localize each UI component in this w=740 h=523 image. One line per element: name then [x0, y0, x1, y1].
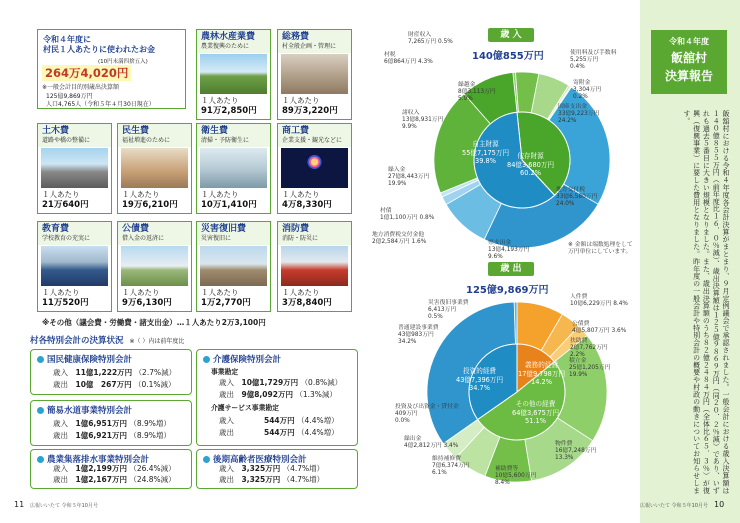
- koki-exp: [219, 475, 324, 485]
- expense-card-sub: 農業復興のために: [201, 43, 250, 50]
- expense-card-photo: [281, 54, 348, 94]
- suido-exp: [53, 431, 171, 441]
- expense-card-photo: [41, 246, 108, 286]
- expense-card-caption-label: １人あたり: [122, 190, 160, 199]
- kokuho-rev-value: 11億1,222万円: [75, 368, 133, 377]
- kaigo-section: [196, 349, 358, 446]
- kokuho-title: 国民健康保険特別会計: [37, 353, 132, 365]
- chart-label: 物件費 16億7,248万円 13.3%: [555, 441, 597, 461]
- expense-card: [196, 29, 271, 120]
- expense-card-header: [278, 222, 351, 245]
- kaigo-rev1-label: 歳入: [219, 378, 234, 387]
- expense-card-amount: 4万8,330円: [282, 199, 332, 210]
- right-page-number: 10: [714, 500, 725, 509]
- expense-card-title: 衛生費: [201, 126, 229, 136]
- chart-label: 寄附金 3,304万円 0.2%: [573, 80, 602, 100]
- haisui-exp-label: 歳出: [53, 475, 68, 484]
- koki-title: 後期高齢者医療特別会計: [203, 453, 307, 465]
- kaigo-exp1-pct: （1.3%減）: [295, 390, 337, 399]
- kaigo-rev2-label: 歳入: [219, 416, 234, 425]
- report-title-year: 令和４年度: [669, 37, 709, 46]
- expense-card-title: 総務費: [282, 32, 310, 42]
- suido-exp-label: 歳出: [53, 431, 68, 440]
- chart-label: 地方交付税 33億6,580万円 24.0%: [556, 187, 598, 207]
- expense-card-header: [118, 222, 191, 245]
- expense-card: [37, 123, 112, 214]
- expense-card-title: 農林水産業費: [201, 32, 256, 42]
- koki-rev-label: 歳入: [219, 464, 234, 473]
- expense-card-caption-label: １人あたり: [42, 190, 80, 199]
- suido-section: [30, 400, 192, 446]
- chart-label: 災害復旧事業費 6,413万円 0.5%: [428, 300, 469, 320]
- expense-card-title: 商工費: [282, 126, 310, 136]
- revenue-total: 140億855万円: [472, 51, 544, 62]
- other-expenses: ※その他（議会費・労働費・諸支出金）…１人あたり2万3,100円: [42, 318, 266, 327]
- kokuho-exp-pct: （0.1%減）: [133, 380, 176, 389]
- report-title-village: 飯舘村: [670, 51, 707, 65]
- expense-card-caption: [42, 288, 89, 308]
- haisui-title: 農業集落排水事業特別会計: [37, 453, 149, 465]
- chart-label: 人件費 10億6,229万円 8.4%: [570, 294, 628, 307]
- expense-card-photo: [200, 54, 267, 94]
- suido-rev-pct: （8.9%増）: [129, 419, 171, 428]
- expense-card-sub: 借入金の返済に: [122, 235, 165, 242]
- kaigo-rev2-value: 544万円: [264, 416, 295, 425]
- haisui-rev-pct: （26.4%減）: [129, 464, 176, 473]
- expense-card-caption: [122, 288, 172, 308]
- kaigo-exp1-label: 歳出: [219, 390, 234, 399]
- kaigo-rev1-pct: （0.8%減）: [300, 378, 343, 387]
- suido-rev-label: 歳入: [53, 419, 68, 428]
- expense-card: [37, 221, 112, 312]
- left-page-number: 11: [14, 500, 25, 509]
- kaigo-exp2-pct: （4.4%増）: [297, 428, 339, 437]
- chart-label: 繰越金 8億3,113万円 5.9%: [458, 82, 496, 102]
- revenue-label: 歳 入: [488, 28, 534, 42]
- expense-card-header: [118, 124, 191, 147]
- expense-card: [117, 221, 192, 312]
- expense-card-sub: 村全般企画・管理に: [282, 43, 337, 50]
- kaigo-rev1: [219, 378, 342, 388]
- expense-card-photo: [281, 246, 348, 286]
- kaigo-group2: 介護サービス事業勘定: [211, 404, 279, 412]
- chart-label: 投資及び出資金・貸付金 409万円 0.0%: [395, 404, 459, 424]
- report-body: 飯舘村における令和４年度各会計決算がまとまり、９月定例議会で承認されました。一般会計における歳入決算額は１４０億８５５万円（前年度比１６．０％減）、歳出決算額は１２５億９８６９万円（同２０．２％減）であり、いずれも過去５番目に大きい規模となりました。また、歳出決算額のうち８２億２４８４万円（全体比６５．３％）が復興（復興事業）に要した費用となりました。昨年度の一般会計や特別会計の概要や村政の動きについてお知らせします。: [682, 110, 730, 494]
- kokuho-exp-label: 歳出: [53, 380, 68, 389]
- kokuho-exp: [53, 380, 176, 390]
- suido-exp-value: 1億6,921万円: [75, 431, 127, 440]
- chart-label: 普通建設事業費 43億983万円 34.2%: [398, 325, 439, 345]
- per-capita-sub1: ※一般会計目的別歳出決算額: [42, 84, 120, 91]
- expense-card-caption: [42, 190, 89, 210]
- chart-label: 村税 6億864万円 4.3%: [384, 52, 433, 65]
- report-title-main: 決算報告: [664, 69, 713, 83]
- kokuho-rev: [53, 368, 176, 378]
- per-capita-sub2: 125億9,869万円: [46, 92, 93, 100]
- expense-card: [196, 123, 271, 214]
- per-capita-note: (10円未満四捨五入): [98, 59, 148, 65]
- expense-card-amount: 21万640円: [42, 199, 89, 210]
- expense-card-photo: [41, 148, 108, 188]
- per-capita-title-line1: 令和４年度に: [43, 35, 91, 44]
- expense-card-amount: 19万6,210円: [122, 199, 178, 210]
- chart-label: 国庫支出金 33億9,223万円 24.2%: [558, 104, 600, 124]
- koki-exp-value: 3,325万円: [241, 475, 281, 484]
- chart-label: 維持補修費 7億6,374万円 6.1%: [432, 456, 470, 476]
- expense-card-caption: [282, 190, 332, 210]
- kaigo-exp2-label: 歳出: [219, 428, 234, 437]
- expense-card-caption-label: １人あたり: [201, 288, 239, 297]
- expense-card-header: [38, 124, 111, 147]
- suido-rev: [53, 419, 171, 429]
- expense-card-amount: 9万6,130円: [122, 297, 172, 308]
- kaigo-exp1-value: 9億8,092万円: [241, 390, 293, 399]
- haisui-rev-value: 1億2,199万円: [75, 464, 127, 473]
- expense-card-photo: [121, 246, 188, 286]
- expense-card-header: [278, 124, 351, 147]
- expense-card-caption-label: １人あたり: [201, 190, 239, 199]
- expense-card-header: [278, 30, 351, 53]
- koki-exp-pct: （4.7%増）: [282, 475, 325, 484]
- chart-label: 使用料及び手数料 5,255万円 0.4%: [570, 50, 617, 70]
- expense-card-caption: [282, 288, 332, 308]
- expense-card-amount: 11万520円: [42, 297, 89, 308]
- expense-card-photo: [200, 246, 267, 286]
- expense-card-amount: 91万2,850円: [201, 105, 257, 116]
- haisui-exp-value: 1億2,167万円: [75, 475, 127, 484]
- koki-rev-value: 3,325万円: [241, 464, 281, 473]
- expense-card-photo: [281, 148, 348, 188]
- expense-card-photo: [121, 148, 188, 188]
- expense-card-amount: 3万8,840円: [282, 297, 332, 308]
- kokuho-rev-label: 歳入: [53, 368, 68, 377]
- kaigo-exp2: [219, 428, 339, 438]
- chart-label: 積立金 25億1,205万円 19.9%: [569, 358, 611, 378]
- kaigo-rev1-value: 10億1,729万円: [241, 378, 299, 387]
- kaigo-exp1: [219, 390, 337, 400]
- expense-card-title: 公債費: [122, 224, 150, 234]
- expense-card-caption: [201, 96, 257, 116]
- suido-title: 簡易水道事業特別会計: [37, 404, 132, 416]
- expense-label: 歳 出: [488, 262, 534, 276]
- kaigo-group1: 事業勘定: [211, 368, 239, 376]
- expense-card: [277, 29, 352, 120]
- expense-card-caption: [201, 190, 257, 210]
- expense-card-title: 消防費: [282, 224, 310, 234]
- expense-card-amount: 89万3,220円: [282, 105, 338, 116]
- per-capita-title-line2: 村民１人あたりに使われたお金: [43, 45, 155, 54]
- expense-card: [277, 123, 352, 214]
- expense-card: [117, 123, 192, 214]
- chart-label: 村債 1億1,100万円 0.8%: [380, 208, 435, 221]
- expense-card-title: 教育費: [42, 224, 70, 234]
- expense-card-header: [197, 30, 270, 53]
- expense-card-title: 土木費: [42, 126, 70, 136]
- koki-rev: [219, 464, 324, 474]
- expense-card-sub: 災害復旧に: [201, 235, 232, 242]
- koki-rev-pct: （4.7%増）: [282, 464, 325, 473]
- chart-label: 依存財源 84億3,680万円 60.2%: [507, 152, 555, 177]
- chart-label: 補助費等 10億5,600万円 8.4%: [495, 466, 537, 486]
- chart-label: 繰出金 4億2,812万円 3.4%: [404, 436, 459, 449]
- expense-card-header: [197, 222, 270, 245]
- expense-card-amount: 10万1,410円: [201, 199, 257, 210]
- expense-card-title: 災害復旧費: [201, 224, 247, 234]
- chart-label: 公債費 4億5,807万円 3.6%: [572, 321, 627, 334]
- expense-card-caption-label: １人あたり: [122, 288, 160, 297]
- expense-card-caption-label: １人あたり: [201, 96, 239, 105]
- expense-card-sub: 福祉増進のために: [122, 137, 171, 144]
- chart-label: 地方消費税交付金他 2億2,584万円 1.6%: [372, 232, 427, 245]
- koki-section: [196, 449, 358, 489]
- left-footer: 広報いいたて 令和５年10月号: [30, 503, 98, 509]
- expense-card-caption: [122, 190, 178, 210]
- suido-exp-pct: （8.9%増）: [129, 431, 171, 440]
- expense-card-photo: [200, 148, 267, 188]
- chart-label: 自主財源 55億7,175万円 39.8%: [462, 140, 510, 165]
- expense-card-caption: [201, 288, 251, 308]
- expense-card: [277, 221, 352, 312]
- special-title-text: 村各特別会計の決算状況: [30, 336, 124, 346]
- kokuho-section: [30, 349, 192, 395]
- kaigo-title: 介護保険特別会計: [203, 353, 281, 365]
- expense-card-sub: 学校教育の充実に: [42, 235, 91, 242]
- haisui-rev: [53, 464, 176, 474]
- chart-label: ※ 金額は端数処理をして 万円単位にしています。: [568, 242, 633, 255]
- expense-card-title: 民生費: [122, 126, 150, 136]
- expense-card-caption-label: １人あたり: [282, 190, 320, 199]
- per-capita-sub: [42, 84, 155, 110]
- expense-total: 125億9,869万円: [466, 285, 549, 296]
- expense-card: [196, 221, 271, 312]
- kokuho-exp-value: 10億 267万円: [75, 380, 132, 389]
- kaigo-rev2: [219, 416, 339, 426]
- report-title: [651, 30, 727, 94]
- per-capita-amount: 264万4,020円: [42, 65, 131, 81]
- haisui-exp: [53, 475, 176, 485]
- per-capita-sub3: 人口4,765人（令和５年４月30日現在）: [46, 101, 155, 108]
- kokuho-rev-pct: （2.7%減）: [134, 368, 177, 377]
- haisui-exp-pct: （24.8%減）: [129, 475, 176, 484]
- expense-card-sub: 消防・防災に: [282, 235, 319, 242]
- expense-card-header: [38, 222, 111, 245]
- expense-card-caption-label: １人あたり: [282, 96, 320, 105]
- chart-label: 義務的経費 17億9,798万円 14.2%: [518, 361, 566, 386]
- kaigo-exp2-value: 544万円: [264, 428, 295, 437]
- haisui-section: [30, 449, 192, 489]
- expense-card-caption: [282, 96, 338, 116]
- kaigo-rev2-pct: （4.4%増）: [297, 416, 339, 425]
- suido-rev-value: 1億6,951万円: [75, 419, 127, 428]
- chart-label: 投資的経費 43億7,396万円 34.7%: [456, 367, 504, 392]
- right-footer: 広報いいたて 令和５年10月号: [640, 503, 708, 509]
- chart-label: 財産収入 7,265万円 0.5%: [408, 32, 453, 45]
- expense-card-sub: 道路や橋の整備に: [42, 137, 91, 144]
- expense-card-header: [197, 124, 270, 147]
- special-title: [30, 334, 184, 346]
- per-capita-title: [43, 35, 155, 55]
- koki-exp-label: 歳出: [219, 475, 234, 484]
- expense-card-caption-label: １人あたり: [282, 288, 320, 297]
- expense-card-sub: 企業支援・観光などに: [282, 137, 343, 144]
- chart-label: 諸収入 13億8,931万円 9.9%: [402, 110, 444, 130]
- special-title-note: ※（ ）内は前年度比: [129, 338, 185, 345]
- expense-card-amount: 1万2,770円: [201, 297, 251, 308]
- chart-label: 県支出金 13億4,193万円 9.6%: [488, 240, 530, 260]
- expense-card-sub: 清掃・予防衛生に: [201, 137, 250, 144]
- haisui-rev-label: 歳入: [53, 464, 68, 473]
- chart-label: その他の経費 64億3,675万円 51.1%: [512, 400, 560, 425]
- chart-label: 扶助費 2億7,762万円 2.2%: [570, 338, 608, 358]
- chart-label: 繰入金 27億8,443万円 19.9%: [388, 167, 430, 187]
- expense-card-caption-label: １人あたり: [42, 288, 80, 297]
